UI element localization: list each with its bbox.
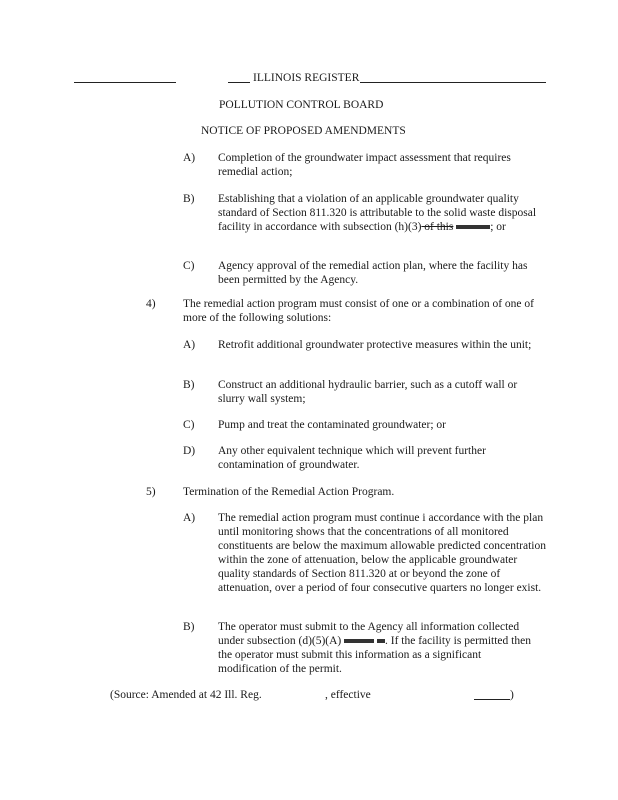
item-text: . If the facility is permitted then the operator must submit this information as a significant modification of the permit.	[218, 635, 531, 675]
redaction-mark	[456, 225, 490, 229]
notice-title: NOTICE OF PROPOSED AMENDMENTS	[201, 125, 406, 137]
section-text: Termination of the Remedial Action Program.	[183, 486, 395, 498]
item-text: Any other equivalent technique which will prevent further contamination of groundwater.	[218, 445, 486, 471]
section-label: 4)	[146, 298, 156, 310]
item-text: Construct an additional hydraulic barrier, such as a cutoff wall or slurry wall system;	[218, 379, 518, 405]
source-start: (Source: Amended at 42 Ill. Reg.	[110, 689, 262, 701]
item-label: B)	[183, 621, 195, 633]
source-end: )	[510, 689, 514, 701]
section-label: 5)	[146, 486, 156, 498]
item-label: B)	[183, 379, 195, 391]
header-rule-mid	[228, 82, 250, 83]
item-text: Completion of the groundwater impact assessment that requires remedial action;	[218, 152, 511, 178]
source-date-blank	[474, 699, 510, 700]
item-label: C)	[183, 419, 195, 431]
item-label: C)	[183, 260, 195, 272]
item-text: Retrofit additional groundwater protective measures within the unit;	[218, 339, 532, 351]
header-rule-left	[74, 82, 176, 83]
header-rule-right	[360, 82, 546, 83]
redaction-mark	[377, 639, 385, 643]
item-label: A)	[183, 152, 196, 164]
item-label: D)	[183, 445, 196, 457]
item-text-b-top	[218, 192, 548, 234]
redaction-mark	[344, 639, 374, 643]
item-text-five-b	[218, 620, 540, 676]
struck-text: of this	[421, 221, 454, 233]
item-text: Establishing that a violation of an applicable groundwater quality standard of Section 811.320 is attributable to the solid waste disposal facility in accordance with subsection (h)(3)	[218, 193, 537, 233]
item-text-tail: ; or	[490, 221, 506, 233]
item-text: Agency approval of the remedial action plan, where the facility has been permitted by the Agency.	[218, 260, 528, 286]
item-text: Pump and treat the contaminated groundwater; or	[218, 419, 447, 431]
register-title: ILLINOIS REGISTER	[253, 72, 360, 84]
item-text: The remedial action program must continue i accordance with the plan until monitoring shows that the concentrations of all monitored constituents are below the maximum allowable predicted concentration within the zone of attenuation, below the applicable groundwater quality standards of Section 811.320 at or beyond the zone of attenuation, over a period of four consecutive quarters no longer exist.	[218, 512, 546, 594]
source-mid: , effective	[325, 689, 371, 701]
item-label: B)	[183, 193, 195, 205]
item-text: The operator must submit to the Agency all information collected under subsection (d)(5)(A)	[218, 621, 520, 647]
board-title: POLLUTION CONTROL BOARD	[219, 99, 384, 111]
section-text: The remedial action program must consist of one or a combination of one of more of the following solutions:	[183, 298, 534, 324]
item-label: A)	[183, 512, 196, 524]
item-label: A)	[183, 339, 196, 351]
